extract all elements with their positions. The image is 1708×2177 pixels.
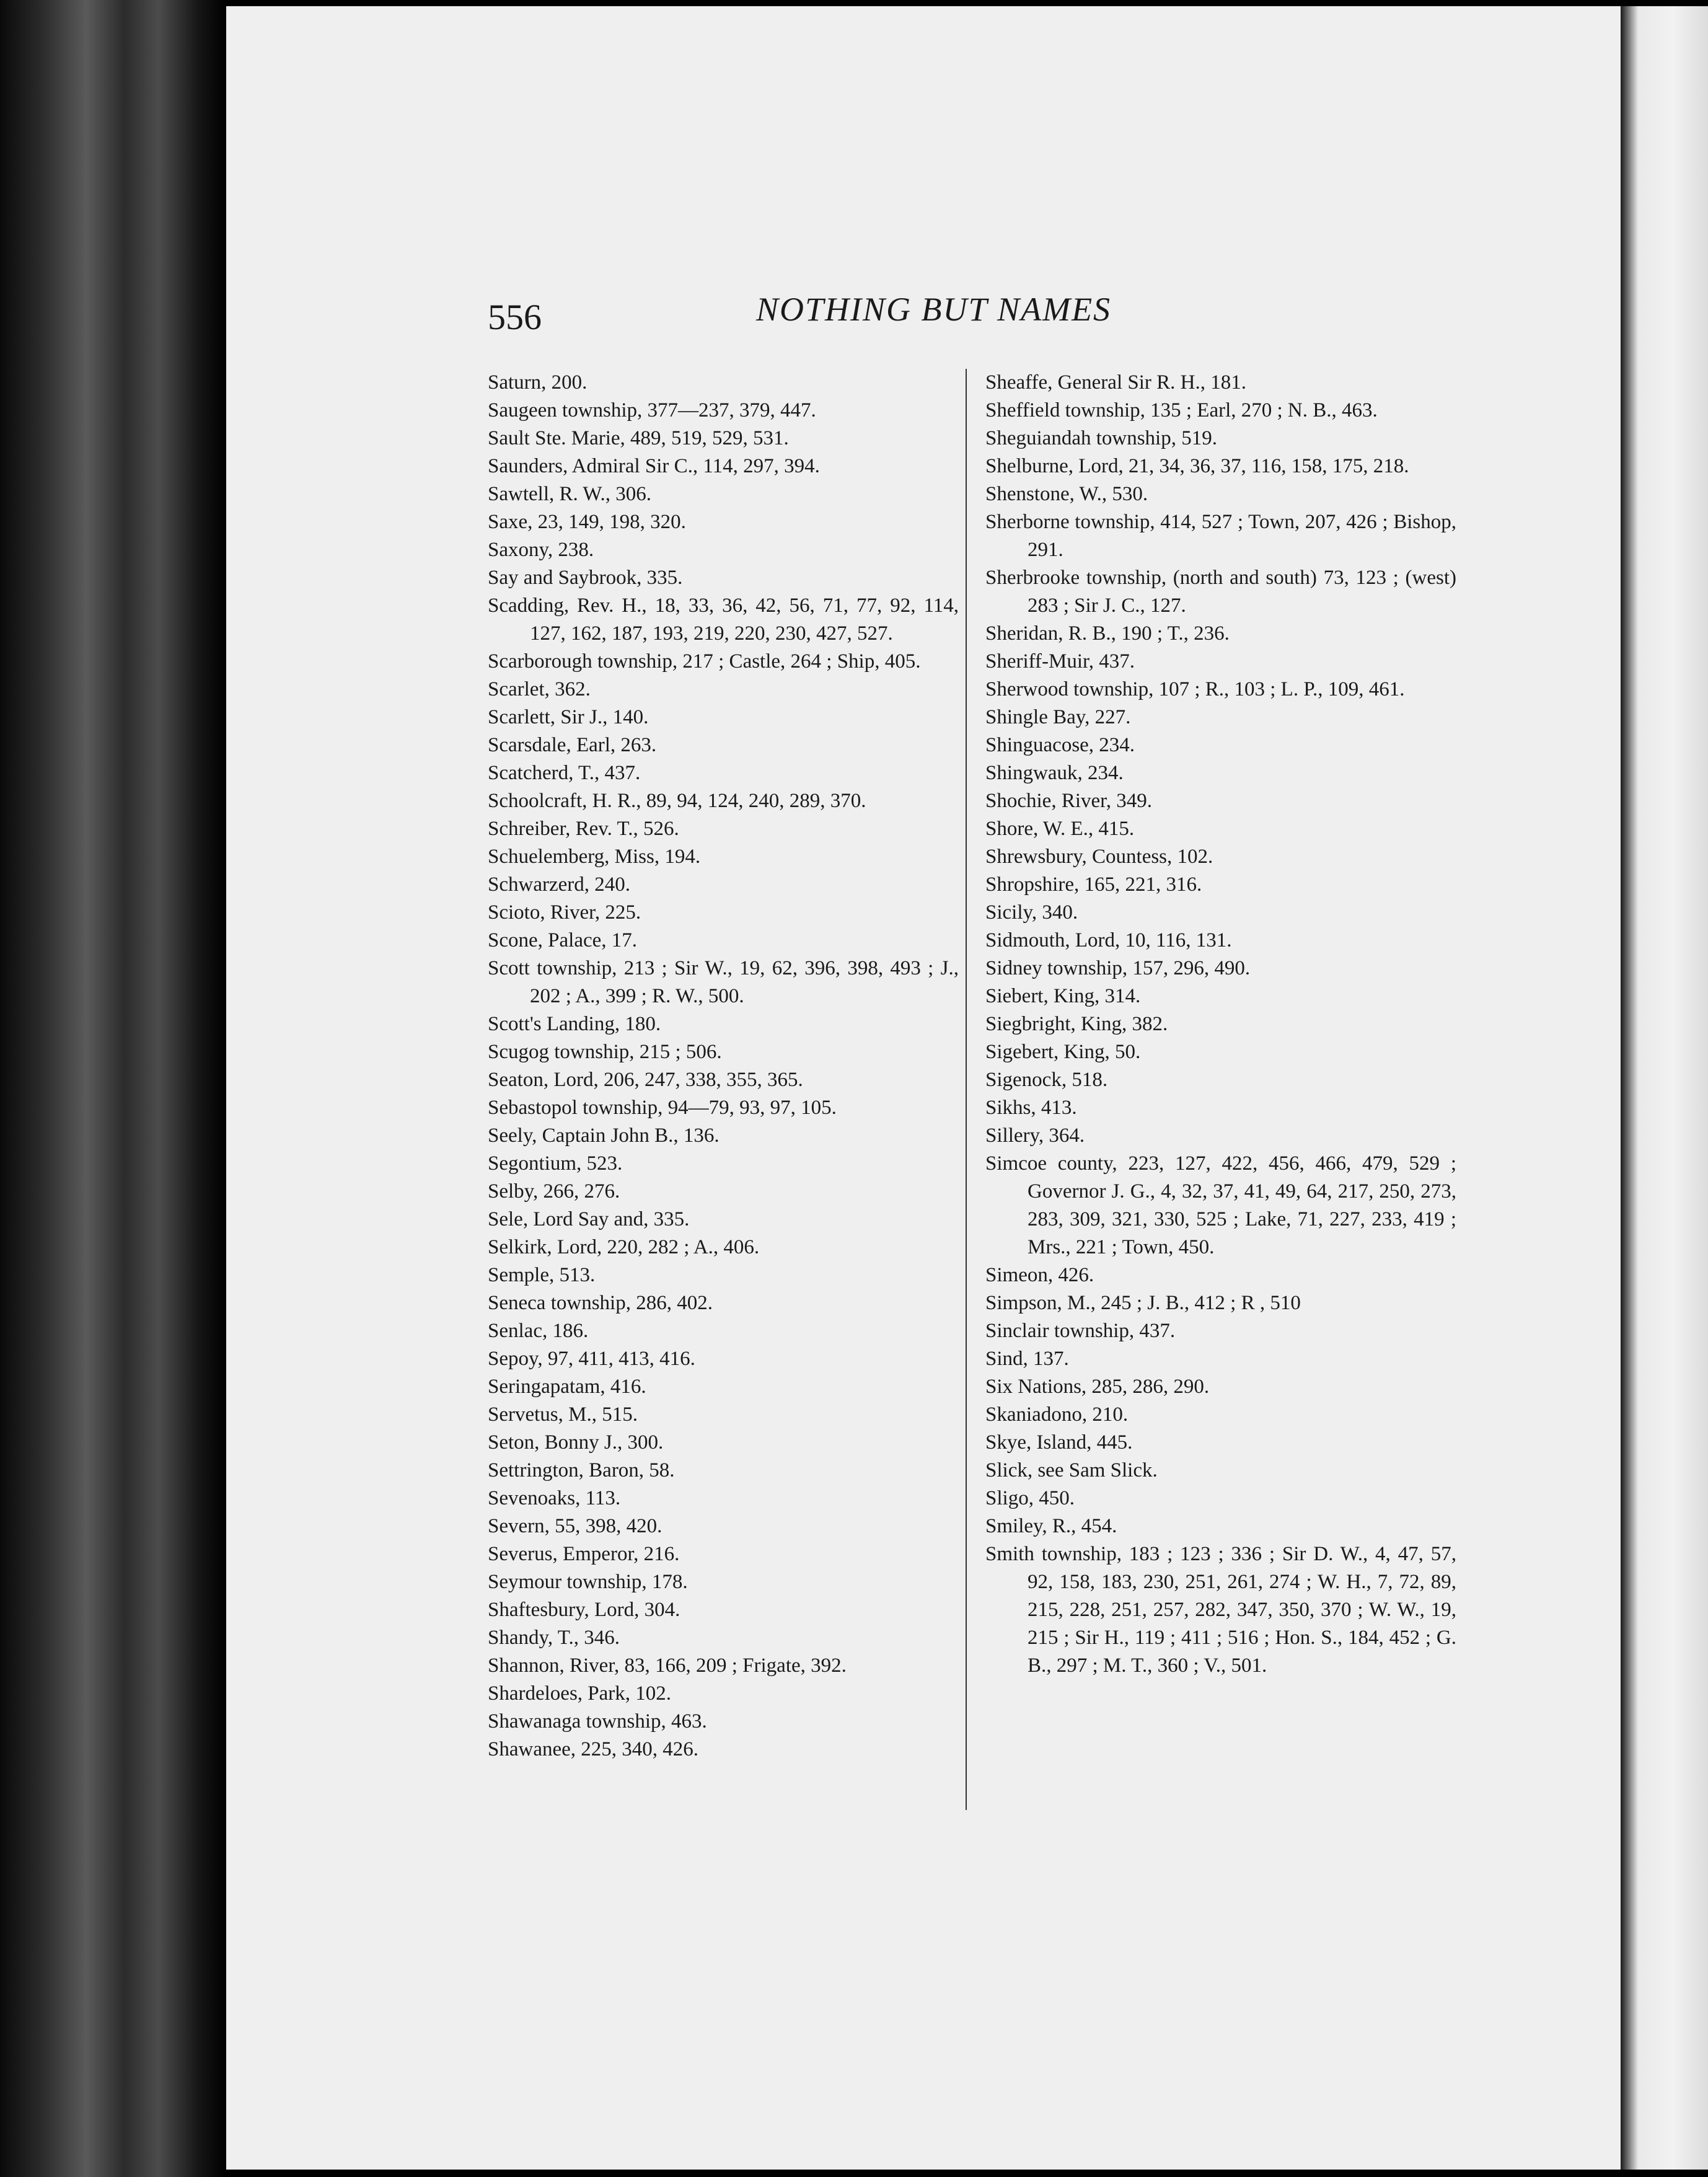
index-entry: Simpson, M., 245 ; J. B., 412 ; R , 510 bbox=[985, 1292, 1301, 1314]
index-entry: Sherbrooke township, (north and south) 73, 123 ; (west) 283 ; Sir J. C., 127. bbox=[985, 567, 1456, 617]
index-entry: Semple, 513. bbox=[488, 1264, 596, 1286]
index-entry: Shochie, River, 349. bbox=[985, 790, 1153, 812]
index-entry: Saxe, 23, 149, 198, 320. bbox=[488, 511, 686, 533]
index-entry: Slick, see Sam Slick. bbox=[985, 1459, 1158, 1482]
index-entry: Scugog township, 215 ; 506. bbox=[488, 1041, 722, 1063]
index-entry: Sligo, 450. bbox=[985, 1487, 1075, 1509]
index-entry: Sheffield township, 135 ; Earl, 270 ; N. B., 463. bbox=[985, 399, 1378, 422]
column-divider bbox=[966, 369, 967, 1810]
index-entry: Scarlet, 362. bbox=[488, 678, 591, 700]
index-entry: Schuelemberg, Miss, 194. bbox=[488, 846, 701, 868]
index-entry: Shingwauk, 234. bbox=[985, 762, 1124, 784]
index-entry: Seely, Captain John B., 136. bbox=[488, 1124, 720, 1147]
index-entry: Selkirk, Lord, 220, 282 ; A., 406. bbox=[488, 1236, 760, 1258]
index-entry: Saxony, 238. bbox=[488, 539, 594, 561]
index-entry: Sheriff-Muir, 437. bbox=[985, 650, 1135, 673]
index-entry: Scarborough township, 217 ; Castle, 264 ; Ship, 405. bbox=[488, 650, 921, 673]
index-entry: Shelburne, Lord, 21, 34, 36, 37, 116, 158, 175, 218. bbox=[985, 455, 1409, 477]
index-entry: Saunders, Admiral Sir C., 114, 297, 394. bbox=[488, 455, 820, 477]
index-entry: Siegbright, King, 382. bbox=[985, 1013, 1168, 1035]
index-entry: Smiley, R., 454. bbox=[985, 1515, 1117, 1537]
index-entry: Schwarzerd, 240. bbox=[488, 873, 631, 896]
index-entry: Scott township, 213 ; Sir W., 19, 62, 396, 398, 493 ; J., 202 ; A., 399 ; R. W., 500. bbox=[488, 957, 959, 1007]
index-entry: Shardeloes, Park, 102. bbox=[488, 1682, 672, 1705]
index-entry: Sidmouth, Lord, 10, 116, 131. bbox=[985, 929, 1232, 952]
index-entry: Sillery, 364. bbox=[985, 1124, 1085, 1147]
index-entry: Say and Saybrook, 335. bbox=[488, 567, 683, 589]
index-entry: Siebert, King, 314. bbox=[985, 985, 1141, 1007]
page-number: 556 bbox=[488, 297, 542, 337]
index-entry: Scatcherd, T., 437. bbox=[488, 762, 641, 784]
index-entry: Schoolcraft, H. R., 89, 94, 124, 240, 289, 370. bbox=[488, 790, 866, 812]
index-entry: Sicily, 340. bbox=[985, 901, 1078, 924]
index-entry: Sault Ste. Marie, 489, 519, 529, 531. bbox=[488, 427, 789, 449]
index-entry: Shaftesbury, Lord, 304. bbox=[488, 1599, 680, 1621]
index-entry: Senlac, 186. bbox=[488, 1320, 589, 1342]
index-entry: Seringapatam, 416. bbox=[488, 1376, 646, 1398]
index-entry: Sind, 137. bbox=[985, 1348, 1069, 1370]
index-entry: Sidney township, 157, 296, 490. bbox=[985, 957, 1251, 979]
index-entry: Sele, Lord Say and, 335. bbox=[488, 1208, 690, 1230]
index-entry: Scarsdale, Earl, 263. bbox=[488, 734, 657, 756]
index-entry: Shore, W. E., 415. bbox=[985, 818, 1135, 840]
index-entry: Sikhs, 413. bbox=[985, 1097, 1077, 1119]
index-entry: Skye, Island, 445. bbox=[985, 1431, 1133, 1454]
book-spine bbox=[0, 0, 226, 2177]
page-header bbox=[226, 285, 1621, 341]
index-entry: Sevenoaks, 113. bbox=[488, 1487, 621, 1509]
index-entry: Segontium, 523. bbox=[488, 1152, 623, 1175]
index-entry: Scott's Landing, 180. bbox=[488, 1013, 661, 1035]
index-entry: Shawanaga township, 463. bbox=[488, 1710, 707, 1733]
index-column-right bbox=[985, 369, 1456, 1680]
index-entry: Sheaffe, General Sir R. H., 181. bbox=[985, 371, 1246, 394]
index-entry: Sherborne township, 414, 527 ; Town, 207, 426 ; Bishop, 291. bbox=[985, 511, 1456, 561]
index-entry: Selby, 266, 276. bbox=[488, 1180, 620, 1203]
index-entry: Settrington, Baron, 58. bbox=[488, 1459, 675, 1482]
index-entry: Shannon, River, 83, 166, 209 ; Frigate, 392. bbox=[488, 1654, 847, 1677]
facing-page-edge bbox=[1621, 6, 1708, 2170]
index-entry: Shrewsbury, Countess, 102. bbox=[985, 846, 1213, 868]
index-entry: Saugeen township, 377—237, 379, 447. bbox=[488, 399, 816, 422]
index-entry: Sebastopol township, 94—79, 93, 97, 105. bbox=[488, 1097, 837, 1119]
index-entry: Six Nations, 285, 286, 290. bbox=[985, 1376, 1210, 1398]
index-entry: Seaton, Lord, 206, 247, 338, 355, 365. bbox=[488, 1069, 803, 1091]
index-entry: Scarlett, Sir J., 140. bbox=[488, 706, 649, 728]
index-entry: Sinclair township, 437. bbox=[985, 1320, 1176, 1342]
index-entry: Skaniadono, 210. bbox=[985, 1403, 1129, 1426]
index-entry: Shenstone, W., 530. bbox=[985, 483, 1148, 505]
index-entry: Sheguiandah township, 519. bbox=[985, 427, 1217, 449]
index-entry: Smith township, 183 ; 123 ; 336 ; Sir D. W., 4, 47, 57, 92, 158, 183, 230, 251, 261, 274 ; W. H., 7, 72, 89, 215, 228, 251, 257, 282, 347, 350, 370 ; W. W., 19, 215 ; Sir H., 119 ; 411 ; 516 ; Hon. S., 184, 452 ; G. B., 297 ; M. T., 360 ; V., 501. bbox=[985, 1543, 1456, 1677]
index-entry: Shinguacose, 234. bbox=[985, 734, 1135, 756]
index-entry: Sawtell, R. W., 306. bbox=[488, 483, 652, 505]
index-entry: Sigenock, 518. bbox=[985, 1069, 1108, 1091]
index-entry: Scadding, Rev. H., 18, 33, 36, 42, 56, 71, 77, 92, 114, 127, 162, 187, 193, 219, 220, 230, 427, 527. bbox=[488, 594, 959, 645]
index-entry: Severn, 55, 398, 420. bbox=[488, 1515, 663, 1537]
index-entry: Seneca township, 286, 402. bbox=[488, 1292, 713, 1314]
index-entry: Seymour township, 178. bbox=[488, 1571, 688, 1593]
index-column-left bbox=[488, 369, 959, 1764]
index-entry: Shandy, T., 346. bbox=[488, 1627, 620, 1649]
index-entry: Servetus, M., 515. bbox=[488, 1403, 638, 1426]
index-entry: Sherwood township, 107 ; R., 103 ; L. P., 109, 461. bbox=[985, 678, 1405, 700]
index-entry: Shingle Bay, 227. bbox=[985, 706, 1131, 728]
index-entry: Sigebert, King, 50. bbox=[985, 1041, 1141, 1063]
index-entry: Scioto, River, 225. bbox=[488, 901, 641, 924]
index-entry: Saturn, 200. bbox=[488, 371, 588, 394]
index-entry: Shawanee, 225, 340, 426. bbox=[488, 1738, 699, 1760]
book-page bbox=[226, 6, 1621, 2170]
index-entry: Sepoy, 97, 411, 413, 416. bbox=[488, 1348, 695, 1370]
index-entry: Simcoe county, 223, 127, 422, 456, 466, 479, 529 ; Governor J. G., 4, 32, 37, 41, 49, 64, 217, 250, 273, 283, 309, 321, 330, 525 ; Lake, 71, 227, 233, 419 ; Mrs., 221 ; Town, 450. bbox=[985, 1152, 1456, 1258]
index-entry: Schreiber, Rev. T., 526. bbox=[488, 818, 679, 840]
index-entry: Simeon, 426. bbox=[985, 1264, 1094, 1286]
index-entry: Shropshire, 165, 221, 316. bbox=[985, 873, 1202, 896]
index-entry: Sheridan, R. B., 190 ; T., 236. bbox=[985, 622, 1230, 645]
index-entry: Scone, Palace, 17. bbox=[488, 929, 638, 952]
index-entry: Seton, Bonny J., 300. bbox=[488, 1431, 664, 1454]
running-title: NOTHING BUT NAMES bbox=[756, 291, 1112, 328]
index-entry: Severus, Emperor, 216. bbox=[488, 1543, 680, 1565]
